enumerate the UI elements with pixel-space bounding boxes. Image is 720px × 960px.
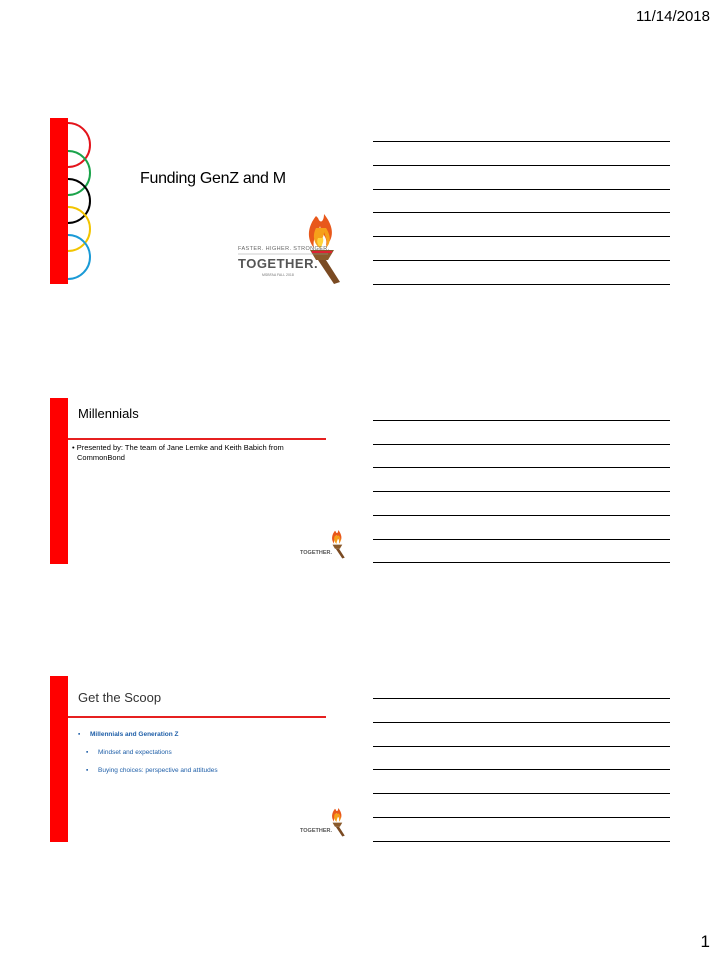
small-conference-logo [298,526,348,562]
logo-tagline: FASTER. HIGHER. STRONGER. [238,246,330,252]
notes-line [373,793,670,794]
notes-line [373,189,670,190]
bullet-item [78,730,338,740]
bullet-presenters [72,443,332,463]
bullet-text: Mindset and expectations [98,749,172,756]
slide-accent-bar [50,398,68,564]
slide-3-title: Get the Scoop [78,690,162,705]
print-date: 11/14/2018 [636,8,710,25]
notes-line [373,236,670,237]
notes-line [373,260,670,261]
notes-line [373,141,670,142]
bullet-marker: ▪ [86,749,89,756]
notes-line [373,491,670,492]
notes-line [373,698,670,699]
slide-accent-bar [50,676,68,842]
notes-line [373,284,670,285]
notes-line [373,420,670,421]
notes-line [373,722,670,723]
notes-line [373,165,670,166]
bullet-line-1: • Presented by: The team of Jane Lemke and Keith Babich from [72,443,284,452]
notes-line [373,817,670,818]
bullet-line-2: CommonBond [77,453,125,462]
notes-line [373,539,670,540]
notes-line [373,515,670,516]
title-underline [68,438,326,440]
small-conference-logo [298,804,348,840]
notes-line [373,841,670,842]
slide-2 [50,398,350,564]
bullet-text: Buying choices: perspective and attitudes [98,767,218,774]
olympic-rings-decoration [50,118,110,284]
notes-line [373,562,670,563]
bullet-item [78,748,338,758]
notes-line [373,746,670,747]
bullet-marker: ▪ [78,731,81,738]
bullet-list [78,730,338,776]
notes-line [373,467,670,468]
slide-1-title: Funding GenZ and M [140,170,286,187]
conference-logo [236,206,356,286]
bullet-marker: ▪ [86,767,89,774]
slide-2-title: Millennials [78,406,139,421]
notes-line [373,444,670,445]
bullet-item [78,766,338,776]
slide-1 [50,118,350,284]
small-logo-word: TOGETHER. [300,550,332,556]
notes-line [373,769,670,770]
page-number: 1 [700,932,710,951]
title-underline [68,716,326,718]
notes-line [373,212,670,213]
logo-sub: MSBFAA FALL 2018 [262,273,294,277]
small-logo-word: TOGETHER. [300,828,332,834]
slide-3 [50,676,350,842]
bullet-text: Millennials and Generation Z [90,731,179,738]
logo-word: TOGETHER. [238,256,319,271]
